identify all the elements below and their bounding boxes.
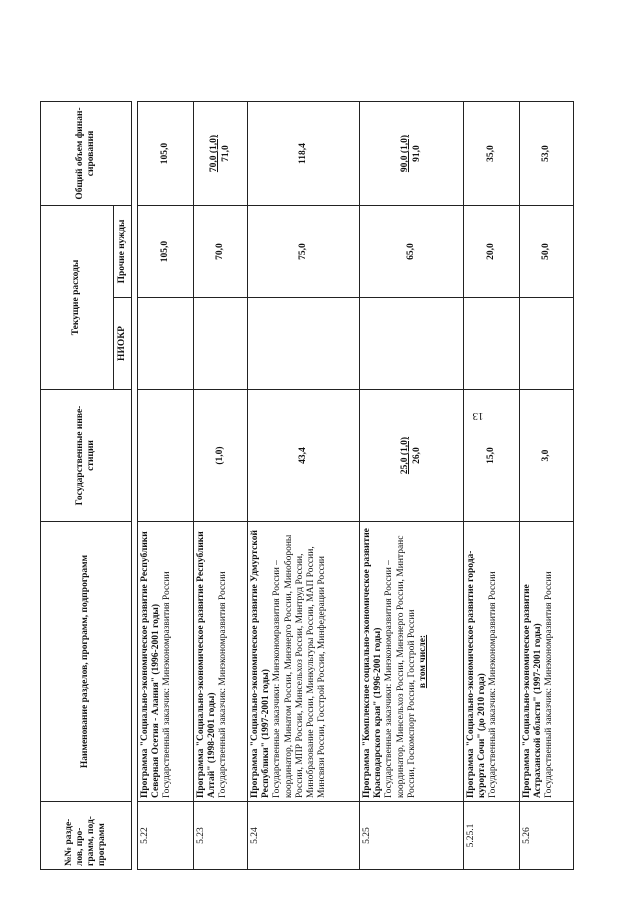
table-cell [138, 298, 194, 390]
other-needs-value: 75,0 [297, 243, 308, 260]
program-customer: Государственные заказчики: Минэкономразвития России – координатор, Минатом России, Минэнерго России, Минобороны России, МПР России, Минсельхоз России, Минтруд России, Минобразование России, Минкультуры России, МАП России, Минсвязи России, Госстрой России, Минфедерации России [272, 534, 328, 798]
other-needs-value: 65,0 [405, 243, 416, 260]
other-needs-value: 50,0 [540, 243, 551, 260]
table-cell [360, 206, 464, 298]
header-total: Общий объем финан-сирования [41, 102, 132, 206]
program-title: Программа "Комплексное социально-экономическое развитие Краснодарского края" (1996-2001 годы) [362, 528, 384, 798]
row-number: 5.26 [522, 827, 532, 844]
table-cell [138, 390, 194, 522]
header-niokr: НИОКР [114, 298, 132, 390]
table-body [138, 102, 574, 870]
table-cell [360, 102, 464, 206]
table-cell [360, 298, 464, 390]
table-row [194, 102, 248, 870]
page-number: 13 [472, 410, 484, 422]
header-num: №№ разде-лов, про-грамм, под-программ [41, 802, 132, 870]
other-needs-value: 70,0 [214, 243, 225, 260]
other-needs-value: 20,0 [485, 243, 496, 260]
table-row [360, 102, 464, 870]
program-customer: Государственный заказчик: Минэкономразвития России [162, 571, 173, 798]
row-number: 5.24 [250, 827, 260, 844]
table-cell [360, 802, 464, 870]
table-cell [194, 522, 248, 802]
invest-value: 25,0 (1,0) [400, 436, 411, 475]
table-cell [520, 102, 574, 206]
table-cell [138, 802, 194, 870]
table-cell [194, 802, 248, 870]
total-value-final: 91,0 [411, 145, 422, 162]
row-number: 5.25.1 [466, 823, 476, 848]
table-cell [138, 206, 194, 298]
total-value-final: 71,0 [220, 145, 231, 162]
row-number: 5.25 [362, 827, 372, 844]
table-cell [248, 802, 360, 870]
table-cell [138, 522, 194, 802]
including-label: в том числе: [418, 634, 429, 689]
program-title: Программа "Социально-экономическое развитие Астраханской области" (1997-2001 годы) [522, 584, 544, 798]
program-customer: Государственный заказчик: Минэкономразвития России [218, 571, 229, 798]
table-row [464, 102, 520, 870]
table-cell [520, 522, 574, 802]
header-invest: Государственные инве-стиции [41, 390, 132, 522]
program-customer: Государственные заказчики: Минэкономразвития России – координатор, Минсельхоз России, Минэнерго России, Минтранс России, Госкомспорт России, Госстрой России [384, 535, 417, 798]
table-header-row [41, 102, 114, 870]
program-title: Программа "Социально-экономическое развитие Республики Северная Осетия - Алания" (1996-2001 годы) [140, 531, 162, 798]
table-cell [194, 206, 248, 298]
table-cell [360, 390, 464, 522]
table-cell [194, 298, 248, 390]
program-title: Программа "Социально-экономическое развитие Республики Алтай" (1998-2001 годы) [196, 531, 218, 798]
row-number: 5.23 [196, 827, 206, 844]
invest-value: 43,4 [297, 447, 308, 464]
total-value: 118,4 [297, 143, 308, 164]
table-row [138, 102, 194, 870]
program-customer: Государственный заказчик: Минэкономразвития России [488, 571, 499, 798]
table-cell [248, 102, 360, 206]
table-cell [520, 802, 574, 870]
invest-value: 15,0 [485, 447, 496, 464]
table-cell [464, 298, 520, 390]
table-cell [360, 522, 464, 802]
table-cell [464, 206, 520, 298]
total-value: 105,0 [159, 142, 170, 165]
budget-table [40, 101, 574, 870]
program-title: Программа "Социально-экономическое развитие города-курорта Сочи" (до 2010 года) [466, 550, 488, 798]
total-value: 70,0 (1,0) [209, 134, 220, 173]
header-current: Текущие расходы [41, 206, 114, 390]
program-customer: Государственный заказчик: Минэкономразвития России [544, 571, 555, 798]
total-value: 53,0 [540, 145, 551, 162]
table-cell [464, 802, 520, 870]
other-needs-value: 105,0 [159, 240, 170, 263]
header-other: Прочие нужды [114, 206, 132, 298]
table-cell [464, 102, 520, 206]
table-cell [248, 298, 360, 390]
table-cell [464, 522, 520, 802]
invest-value-total: 26,0 [411, 447, 422, 464]
table-cell [520, 390, 574, 522]
rotated-page [40, 30, 600, 870]
total-value: 35,0 [485, 145, 496, 162]
program-title: Программа "Социально-экономическое развитие Удмуртской Республики" (1997-2001 годы) [250, 530, 272, 798]
table-cell [194, 390, 248, 522]
table-row [248, 102, 360, 870]
table-row [520, 102, 574, 870]
table-cell [248, 522, 360, 802]
table-cell [520, 206, 574, 298]
table-cell [520, 298, 574, 390]
invest-value: 3,0 [540, 449, 551, 462]
invest-value: (1,0) [214, 446, 225, 465]
table-cell [138, 102, 194, 206]
header-name: Наименование разделов, программ, подпрограмм [41, 522, 132, 802]
table-cell [248, 390, 360, 522]
total-value: 90,0 (1,0) [400, 134, 411, 173]
row-number: 5.22 [140, 827, 150, 844]
table-cell [194, 102, 248, 206]
table-cell [248, 206, 360, 298]
